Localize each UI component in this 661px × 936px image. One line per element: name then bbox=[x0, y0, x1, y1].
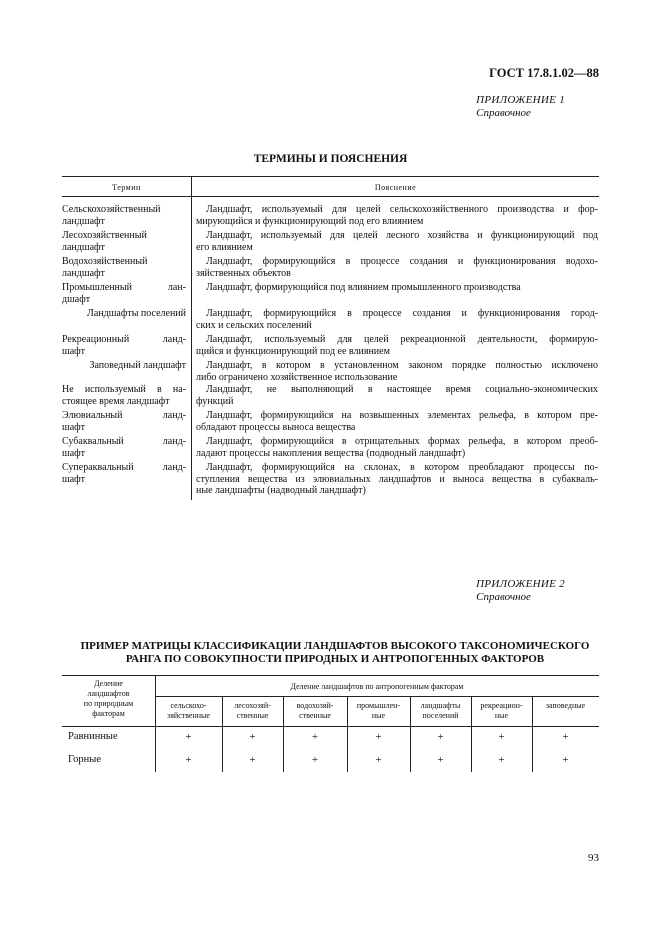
matrix-cell-mark: + bbox=[185, 754, 192, 766]
matrix-cell-mark: + bbox=[249, 754, 256, 766]
explanation-cell bbox=[196, 230, 598, 253]
matrix-cell-mark: + bbox=[562, 731, 569, 743]
matrix-cell-mark: + bbox=[311, 754, 319, 766]
explanation-cell bbox=[196, 204, 598, 227]
corner-line: факторам bbox=[92, 709, 125, 718]
term-line: Промышленный лан- bbox=[62, 282, 186, 293]
term-cell bbox=[62, 334, 186, 357]
explanation-line: Ландшафт, в котором в установленном законом порядке полностью исключено bbox=[206, 360, 598, 371]
term-line: шафт bbox=[62, 473, 85, 485]
terms-table-header-rule bbox=[62, 196, 599, 197]
term-cell bbox=[62, 282, 186, 305]
explanation-line: Ландшафт, используемый для целей рекреационной деятельности, формирую- bbox=[206, 334, 598, 345]
explanation-line: Ландшафт, формирующийся под влиянием промышленного производства bbox=[206, 282, 521, 293]
explanation-cell bbox=[196, 308, 598, 331]
term-line: ландшафт bbox=[62, 215, 105, 227]
explanation-line: Ландшафт, формирующийся в процессе создания и функционирования город- bbox=[206, 308, 598, 319]
term-line: Водохозяйственный bbox=[62, 256, 148, 267]
terms-col-term-header: Термин bbox=[112, 183, 141, 192]
appendix-2-label: ПРИЛОЖЕНИЕ 2 bbox=[476, 578, 565, 590]
explanation-line: зяйственных объектов bbox=[196, 267, 291, 279]
matrix-cell-mark: + bbox=[562, 754, 569, 766]
explanation-cell bbox=[196, 282, 598, 294]
explanation-line: Ландшафт, не выполняющий в настоящее время социально-экономических bbox=[206, 384, 598, 395]
column-header-line: промышлен- bbox=[356, 701, 401, 710]
explanation-line: Ландшафт, формирующийся на склонах, в котором преобладают процессы по- bbox=[206, 462, 598, 473]
matrix-header-rule bbox=[62, 726, 599, 727]
column-header-line: сельскохо- bbox=[170, 701, 207, 710]
column-header-line: ственные bbox=[299, 711, 331, 720]
explanation-cell bbox=[196, 334, 598, 357]
explanation-line: ских и сельских поселений bbox=[196, 319, 312, 331]
term-line: шафт bbox=[62, 345, 85, 357]
matrix-column-header bbox=[347, 701, 410, 721]
column-header-line: поселений bbox=[422, 711, 459, 720]
explanation-line: ладают процессы накопления вещества (подводный ландшафт) bbox=[196, 447, 466, 459]
column-header-line: ландшафты bbox=[420, 701, 461, 710]
matrix-cell-mark: + bbox=[185, 731, 192, 743]
column-header-line: заповедные bbox=[545, 701, 586, 710]
matrix-row-label: Равнинные bbox=[68, 731, 118, 742]
matrix-title-line-2: РАНГА ПО СОВОКУПНОСТИ ПРИРОДНЫХ И АНТРОПОГЕННЫХ ФАКТОРОВ bbox=[125, 653, 545, 665]
column-header-line: рекреацион- bbox=[480, 701, 523, 710]
term-line: Рекреационный ланд- bbox=[62, 334, 186, 345]
explanation-cell bbox=[196, 462, 598, 497]
column-header-line: ные bbox=[494, 711, 509, 720]
explanation-line: Ландшафт, формирующийся на возвышенных элементах рельефа, в котором пре- bbox=[206, 410, 598, 421]
term-cell bbox=[62, 308, 186, 320]
column-header-line: лесохозяй- bbox=[234, 701, 271, 710]
matrix-top-rule bbox=[62, 675, 599, 676]
explanation-cell bbox=[196, 436, 598, 459]
matrix-cell-mark: + bbox=[249, 731, 256, 743]
explanation-cell bbox=[196, 256, 598, 279]
term-cell bbox=[62, 384, 186, 407]
appendix-1-label: ПРИЛОЖЕНИЕ 1 bbox=[476, 94, 565, 106]
matrix-column-header bbox=[222, 701, 283, 721]
appendix-1-heading bbox=[476, 94, 565, 120]
matrix-column-header bbox=[410, 701, 471, 721]
terms-title: ТЕРМИНЫ И ПОЯСНЕНИЯ bbox=[253, 153, 408, 165]
explanation-line: его влиянием bbox=[196, 241, 253, 253]
matrix-cell-mark: + bbox=[498, 754, 505, 766]
term-line: Не используемый в на- bbox=[62, 384, 186, 395]
matrix-corner-header bbox=[62, 679, 155, 719]
matrix-column-header bbox=[283, 701, 347, 721]
matrix-cell-mark: + bbox=[498, 731, 505, 743]
matrix-column-header bbox=[155, 701, 222, 721]
appendix-2-heading bbox=[476, 578, 565, 604]
term-line: Заповедный ландшафт bbox=[89, 360, 186, 371]
terms-table-divider bbox=[191, 176, 192, 500]
explanation-line: Ландшафт, формирующийся в процессе создания и функционирования водохо- bbox=[206, 256, 598, 267]
matrix-title-line-1: ПРИМЕР МАТРИЦЫ КЛАССИФИКАЦИИ ЛАНДШАФТОВ ВЫСОКОГО ТАКСОНОМИЧЕСКОГО bbox=[80, 640, 590, 652]
term-line: Элювиальный ланд- bbox=[62, 410, 186, 421]
term-line: ландшафт bbox=[62, 267, 105, 279]
matrix-column-header bbox=[532, 701, 599, 711]
corner-line: ландшафтов bbox=[87, 689, 130, 698]
term-cell bbox=[62, 360, 186, 372]
matrix-cell-mark: + bbox=[375, 754, 382, 766]
term-line: шафт bbox=[62, 421, 85, 433]
appendix-1-kind: Справочное bbox=[476, 107, 531, 119]
page-number: 93 bbox=[588, 852, 599, 864]
column-header-line: водохозяй- bbox=[296, 701, 334, 710]
term-cell bbox=[62, 256, 186, 279]
explanation-line: функций bbox=[196, 395, 234, 407]
explanation-cell bbox=[196, 384, 598, 407]
matrix-row-label: Горные bbox=[68, 754, 101, 765]
explanation-cell bbox=[196, 410, 598, 433]
corner-line: по природным bbox=[83, 699, 134, 708]
term-line: Ландшафты поселений bbox=[87, 308, 186, 319]
term-line: Сельскохозяйственный bbox=[62, 204, 161, 215]
term-line: дшафт bbox=[62, 293, 91, 305]
term-line: шафт bbox=[62, 447, 85, 459]
term-line: Супераквальный ланд- bbox=[62, 462, 186, 473]
column-header-line: зяйственные bbox=[167, 711, 210, 720]
term-cell bbox=[62, 462, 186, 485]
matrix-cell-mark: + bbox=[437, 731, 444, 743]
term-line: стоящее время ландшафт bbox=[62, 395, 170, 407]
matrix-title bbox=[80, 640, 590, 666]
column-header-line: ственные bbox=[236, 711, 269, 720]
explanation-line: либо ограничено хозяйственное использование bbox=[196, 371, 398, 383]
term-cell bbox=[62, 436, 186, 459]
term-cell bbox=[62, 410, 186, 433]
term-line: ландшафт bbox=[62, 241, 105, 253]
appendix-2-kind: Справочное bbox=[476, 591, 531, 603]
explanation-line: Ландшафт, формирующийся в отрицательных формах рельефа, в котором преоб- bbox=[206, 436, 598, 447]
explanation-line: Ландшафт, используемый для целей лесного хозяйства и функционирующий под bbox=[206, 230, 598, 241]
terms-col-expl-header: Пояснение bbox=[374, 183, 417, 192]
explanation-line: мирующийся и функционирующий под его влиянием bbox=[196, 215, 424, 227]
terms-table-top-rule bbox=[62, 176, 599, 177]
term-line: Субаквальный ланд- bbox=[62, 436, 186, 447]
explanation-line: Ландшафт, используемый для целей сельскохозяйственного производства и фор- bbox=[206, 204, 598, 215]
explanation-cell bbox=[196, 360, 598, 383]
matrix-group-header: Деление ландшафтов по антропогенным факторам bbox=[290, 682, 464, 691]
explanation-line: обладают процессы выноса вещества bbox=[196, 421, 356, 433]
matrix-column-header bbox=[471, 701, 532, 721]
matrix-cell-mark: + bbox=[311, 731, 319, 743]
term-cell bbox=[62, 230, 186, 253]
column-header-line: ные bbox=[371, 711, 386, 720]
matrix-cell-mark: + bbox=[437, 754, 444, 766]
corner-line: Деление bbox=[94, 679, 123, 688]
explanation-line: ные ландшафты (надводный ландшафт) bbox=[196, 485, 366, 496]
matrix-cell-mark: + bbox=[375, 731, 382, 743]
term-cell bbox=[62, 204, 186, 227]
term-line: Лесохозяйственный bbox=[62, 230, 147, 241]
document-code: ГОСТ 17.8.1.02—88 bbox=[489, 66, 599, 80]
explanation-line: ступления вещества из элювиальных ландшафтов и выноса вещества в субаквaль- bbox=[196, 473, 598, 485]
explanation-line: щийся и функционирующий под ее влиянием bbox=[196, 345, 390, 357]
